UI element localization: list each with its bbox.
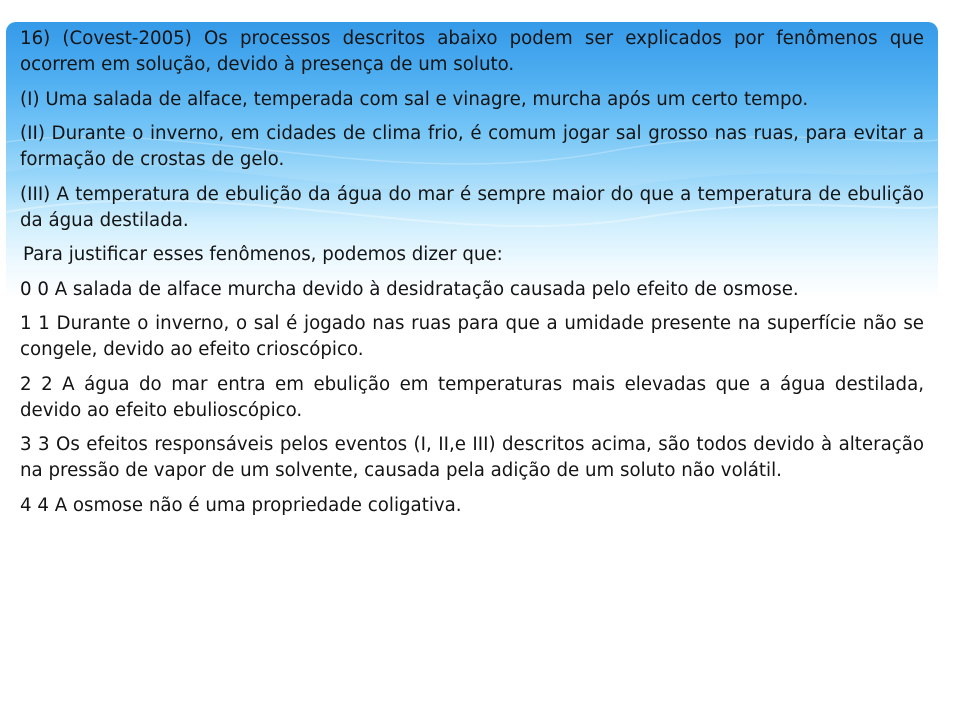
statement-4-4: 4 4 A osmose não é uma propriedade coligativa. (20, 494, 462, 516)
statement-0-0: 0 0 A salada de alface murcha devido à desidratação causada pelo efeito de osmose. (20, 278, 799, 300)
question-intro: 16) (Covest-2005) Os processos descritos abaixo podem ser explicados por fenômenos que ocorrem em solução, devido à presença de um soluto. (20, 28, 924, 75)
item-iii: (III) A temperatura de ebulição da água do mar é sempre maior do que a temperatura de ebulição da água destilada. (20, 183, 924, 231)
item-i: (I) Uma salada de alface, temperada com sal e vinagre, murcha após um certo tempo. (20, 88, 809, 110)
question-text-block (20, 26, 924, 527)
item-ii: (II) Durante o inverno, em cidades de clima frio, é comum jogar sal grosso nas ruas, para evitar a formação de crostas de gelo. (20, 123, 924, 170)
question-prompt: Para justificar esses fenômenos, podemos dizer que: (23, 244, 503, 265)
statement-1-1: 1 1 Durante o inverno, o sal é jogado nas ruas para que a umidade presente na superfície não se congele, devido ao efeito crioscópico. (20, 313, 924, 360)
statement-3-3: 3 3 Os efeitos responsáveis pelos eventos (I, II,e III) descritos acima, são todos devido à alteração na pressão de vapor de um solvente, causada pela adição de um soluto não volátil. (20, 434, 924, 481)
statement-2-2: 2 2 A água do mar entra em ebulição em temperaturas mais elevadas que a água destilada, devido ao efeito ebulioscópico. (20, 373, 924, 421)
